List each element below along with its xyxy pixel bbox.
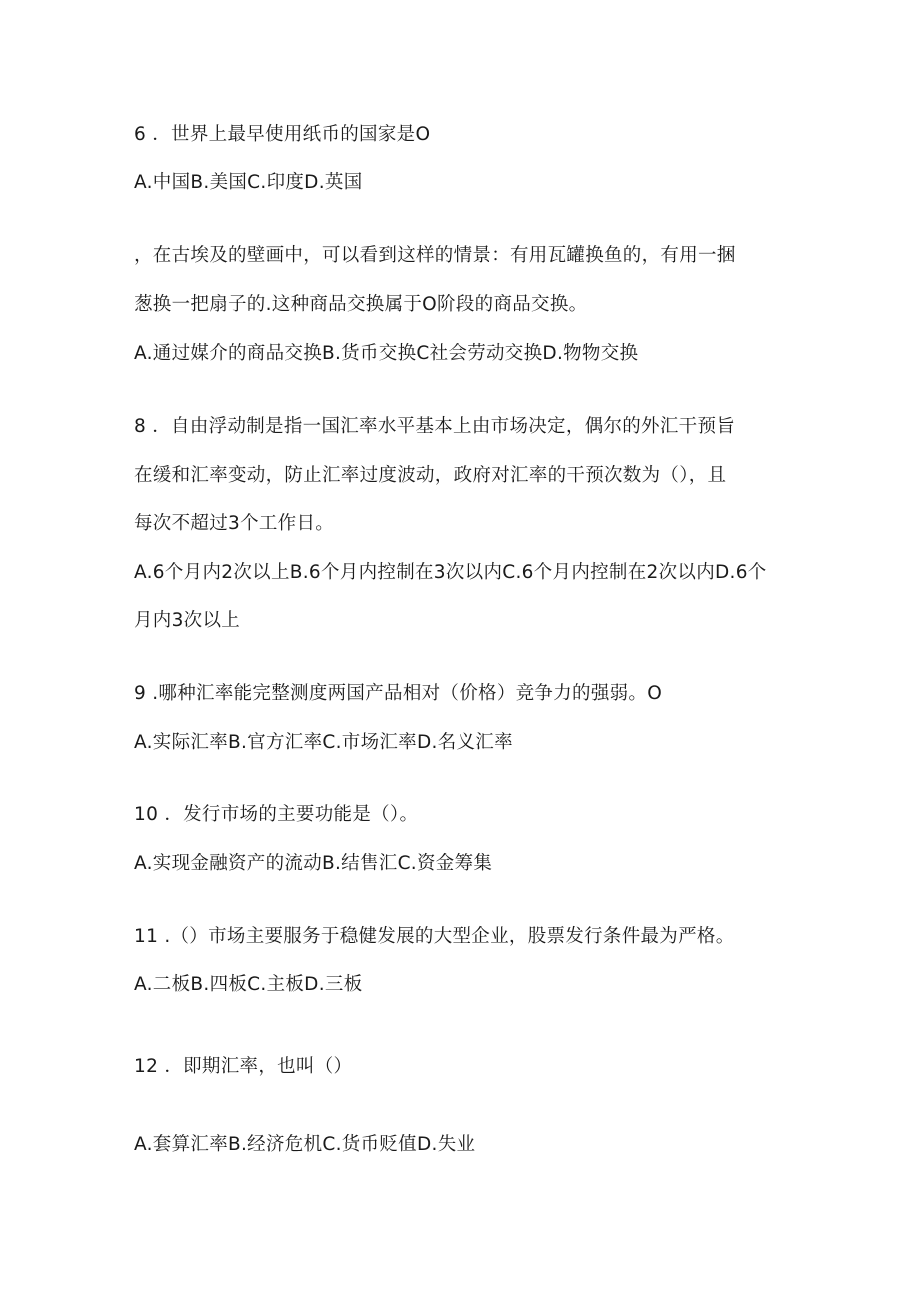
question-7-stem-line-1: ，在古埃及的壁画中，可以看到这样的情景：有用瓦罐换鱼的，有用一捆 [134,245,736,266]
question-8-stem-line-2: 在缓和汇率变动，防止汇率过度波动，政府对汇率的干预次数为（），且 [134,465,727,486]
question-8-options-line-2: 月内3次以上 [134,610,241,631]
question-11-options: A.二板B.四板C.主板D.三板 [134,974,363,995]
question-9-options: A.实际汇率B.官方汇率C.市场汇率D.名义汇率 [134,732,513,753]
question-11-stem: 11 .（）市场主要服务于稳健发展的大型企业，股票发行条件最为严格。 [134,926,735,947]
question-6-stem: 6 ．世界上最早使用纸币的国家是O [134,124,431,145]
question-7-options: A.通过媒介的商品交换B.货币交换C社会劳动交换D.物物交换 [134,343,639,364]
question-12-stem: 12 ．即期汇率，也叫（） [134,1056,353,1077]
question-8-stem-line-3: 每次不超过3个工作日。 [134,513,335,534]
question-7-stem-line-2: 葱换一把扇子的.这种商品交换属于O阶段的商品交换。 [134,294,588,315]
question-8-stem-line-1: 8 ．自由浮动制是指一国汇率水平基本上由市场决定，偶尔的外汇干预旨 [134,416,736,437]
question-10-stem: 10 ．发行市场的主要功能是（）。 [134,804,419,825]
question-9-stem: 9 .哪种汇率能完整测度两国产品相对（价格）竞争力的强弱。O [134,683,663,704]
question-12-options: A.套算汇率B.经济危机C.货币贬值D.失业 [134,1134,476,1155]
question-10-options: A.实现金融资产的流动B.结售汇C.资金筹集 [134,853,493,874]
question-6-options: A.中国B.美国C.印度D.英国 [134,172,363,193]
question-8-options-line-1: A.6个月内2次以上B.6个月内控制在3次以内C.6个月内控制在2次以内D.6个 [134,562,767,583]
